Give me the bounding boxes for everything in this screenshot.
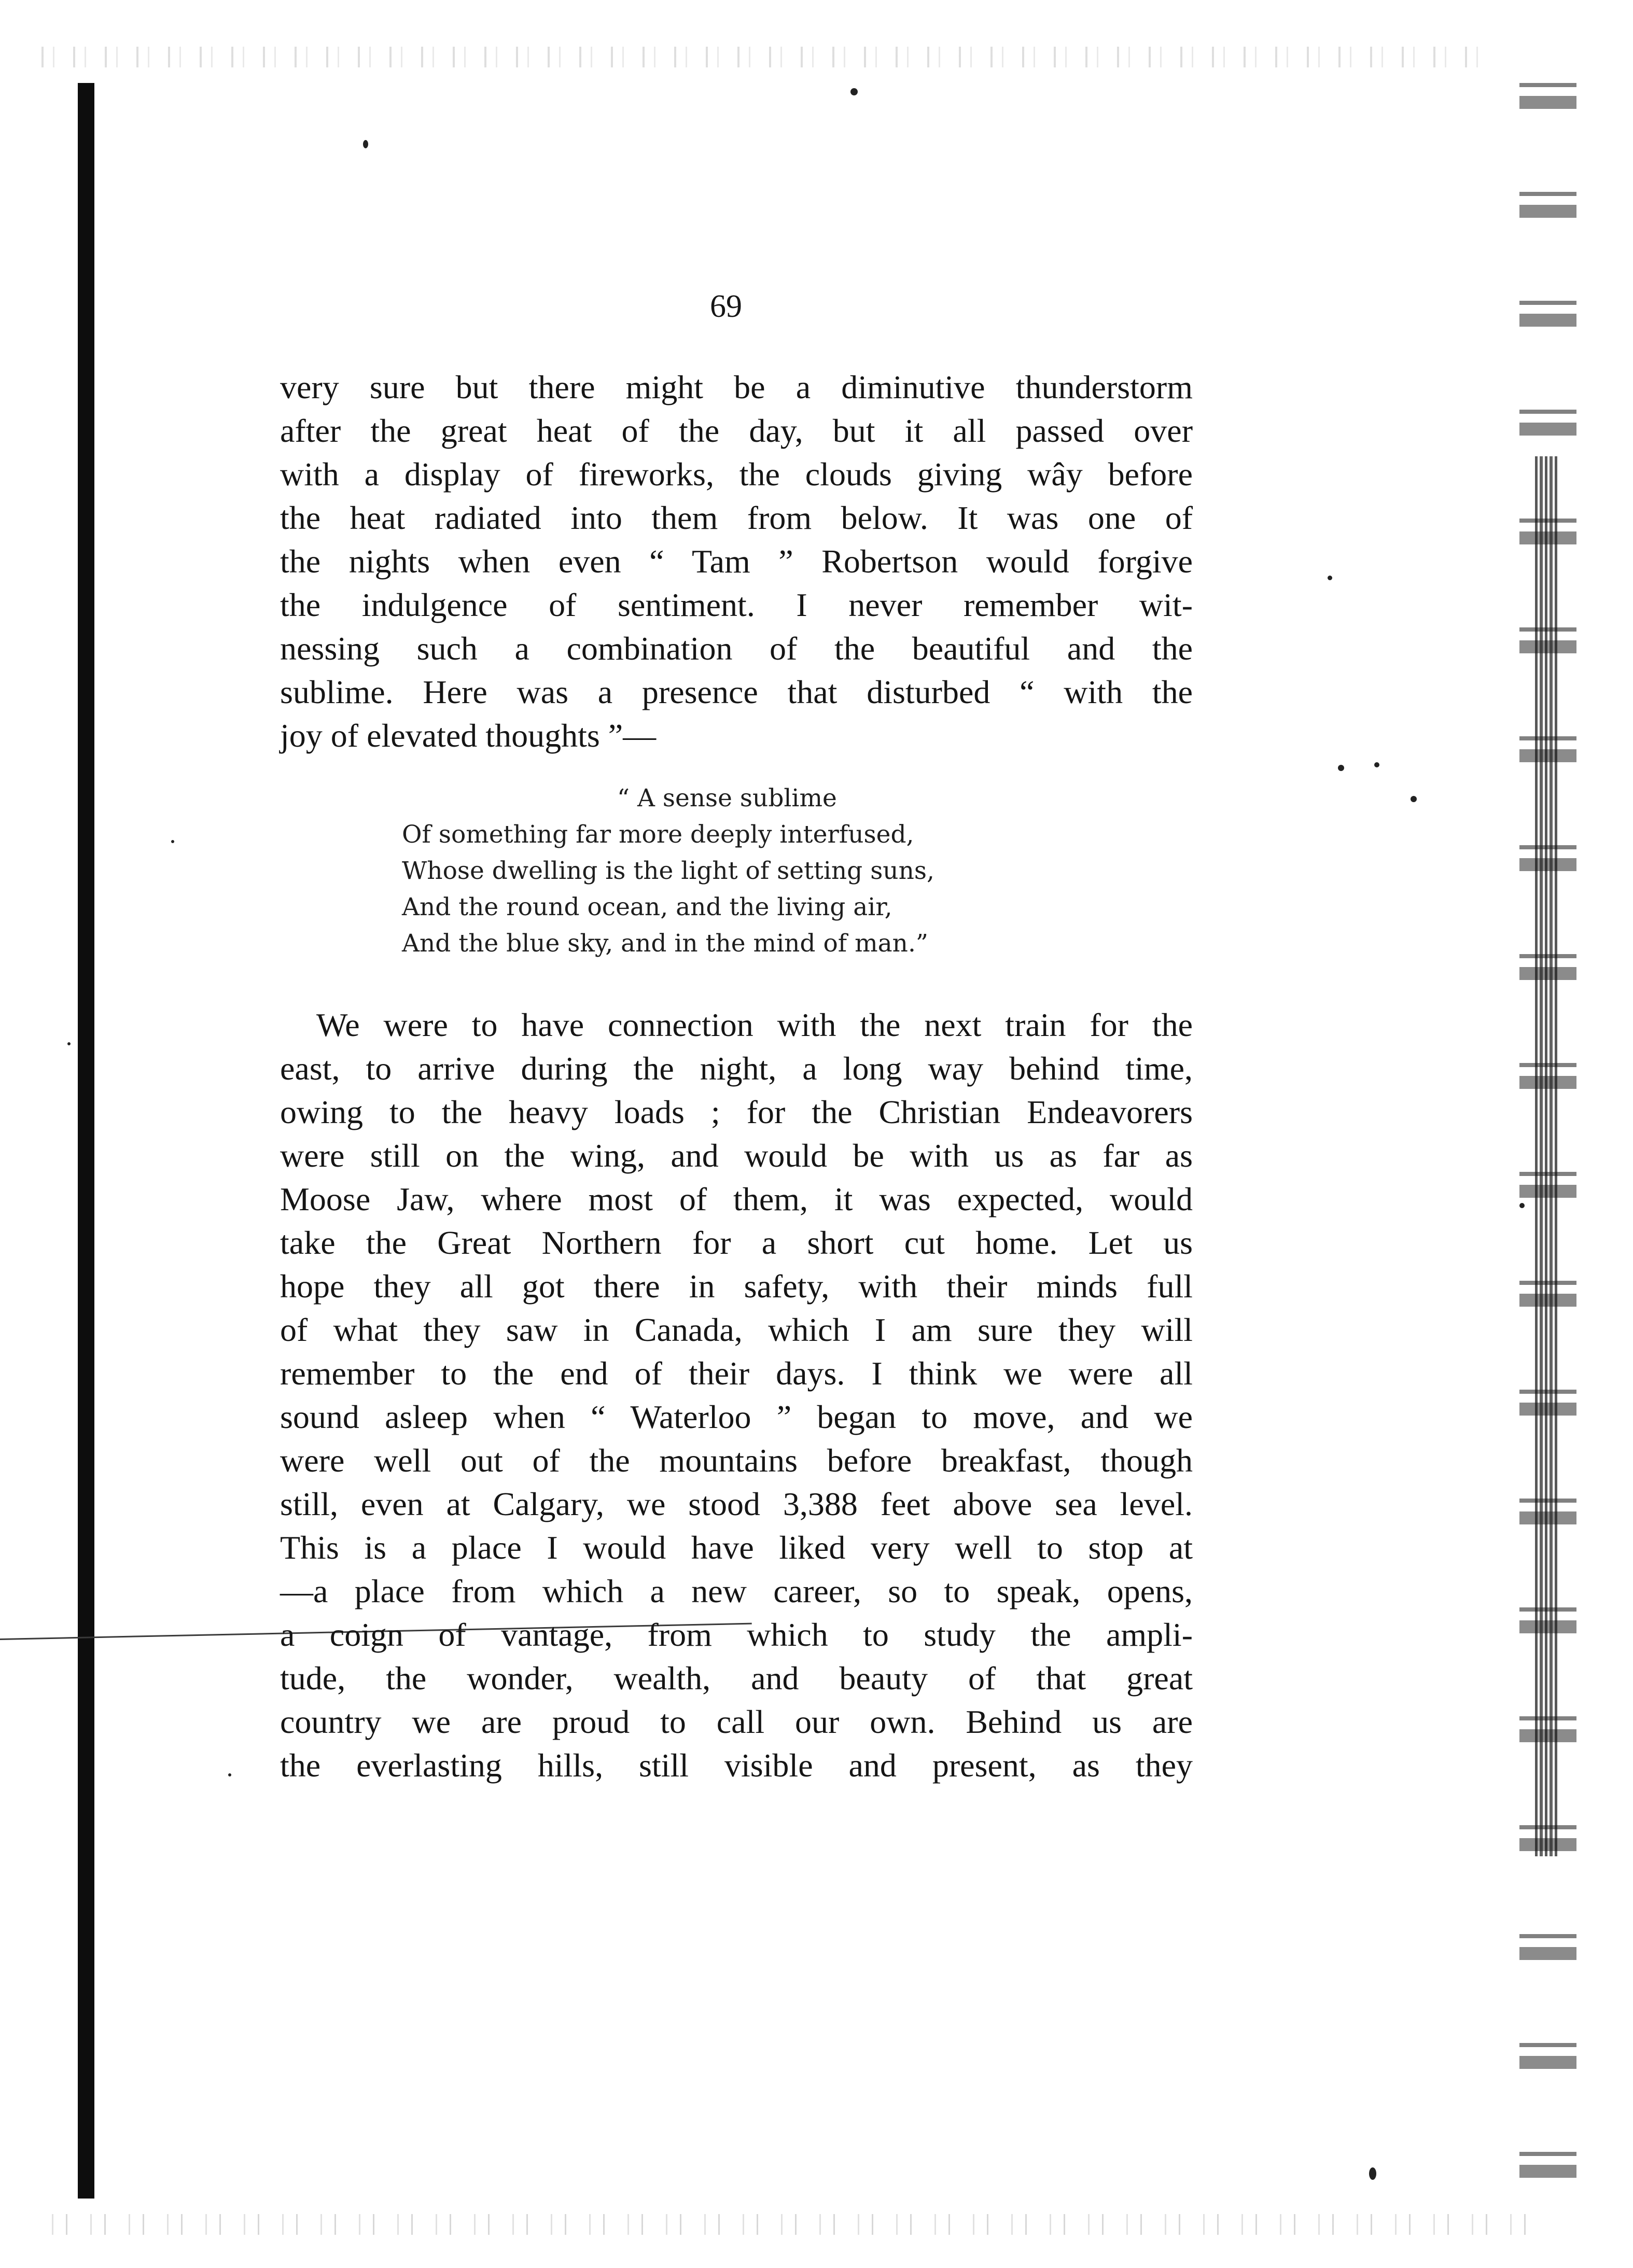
text-line: sound asleep when “ Waterloo ” began to move, and we xyxy=(280,1398,1193,1435)
text-line: the everlasting hills, still visible and present, as they xyxy=(280,1747,1193,1784)
text-line: —a place from which a new career, so to speak, opens, xyxy=(280,1573,1193,1609)
verse-line: “ A sense sublime xyxy=(617,784,837,813)
text-line: after the great heat of the day, but it all passed over xyxy=(280,412,1193,449)
scan-speck xyxy=(850,88,858,95)
page-number: 69 xyxy=(710,289,742,324)
scan-noise-right-strip xyxy=(1535,456,1558,1856)
scan-speck xyxy=(1374,762,1379,767)
binding-shadow-bar xyxy=(78,83,94,2199)
text-line: with a display of fireworks, the clouds giving wây before xyxy=(280,456,1193,493)
scan-speck xyxy=(1338,765,1344,771)
text-line: tude, the wonder, wealth, and beauty of that great xyxy=(280,1660,1193,1697)
scan-speck xyxy=(1411,796,1417,802)
verse-line: Of something far more deeply interfused, xyxy=(402,820,914,849)
text-line: the nights when even “ Tam ” Robertson would forgive xyxy=(280,543,1193,580)
text-line: joy of elevated thoughts ”— xyxy=(280,717,657,754)
verse-line: And the blue sky, and in the mind of man.” xyxy=(402,929,928,958)
text-line: We were to have connection with the next train for the xyxy=(316,1006,1193,1043)
text-line: east, to arrive during the night, a long way behind time, xyxy=(280,1050,1193,1087)
scan-speck xyxy=(363,140,368,148)
text-line: sublime. Here was a presence that disturbed “ with the xyxy=(280,674,1193,710)
text-line: Moose Jaw, where most of them, it was expected, would xyxy=(280,1181,1193,1217)
text-line: This is a place I would have liked very well to stop at xyxy=(280,1529,1193,1566)
text-line: very sure but there might be a diminutive thunderstorm xyxy=(280,369,1193,405)
paragraph-2 xyxy=(280,1003,1193,1787)
text-line: were still on the wing, and would be with us as far as xyxy=(280,1137,1193,1174)
text-line: owing to the heavy loads ; for the Christian Endeavorers xyxy=(280,1094,1193,1130)
scan-speck xyxy=(1328,576,1332,580)
scan-noise-bottom xyxy=(52,2214,1535,2235)
text-line: country we are proud to call our own. Behind us are xyxy=(280,1703,1193,1740)
text-line: nessing such a combination of the beautiful and the xyxy=(280,630,1193,667)
text-line: were well out of the mountains before breakfast, though xyxy=(280,1442,1193,1479)
text-line: of what they saw in Canada, which I am sure they will xyxy=(280,1311,1193,1348)
verse-quotation xyxy=(402,780,934,962)
text-line: a coign of vantage, from which to study the ampli- xyxy=(280,1616,1193,1653)
scan-speck xyxy=(1369,2167,1376,2180)
text-line: take the Great Northern for a short cut home. Let us xyxy=(280,1224,1193,1261)
scan-speck xyxy=(67,1042,71,1045)
scan-speck xyxy=(171,840,174,843)
text-line: remember to the end of their days. I think we were all xyxy=(280,1355,1193,1392)
text-line: the indulgence of sentiment. I never remember wit- xyxy=(280,586,1193,623)
scan-speck xyxy=(1519,1203,1525,1208)
text-line: hope they all got there in safety, with their minds full xyxy=(280,1268,1193,1305)
paragraph-1 xyxy=(280,366,1193,758)
verse-line: And the round ocean, and the living air, xyxy=(402,893,892,921)
scan-noise-top xyxy=(41,47,1494,67)
scan-speck xyxy=(228,1773,231,1776)
verse-line: Whose dwelling is the light of setting suns, xyxy=(402,857,934,885)
text-line: still, even at Calgary, we stood 3,388 feet above sea level. xyxy=(280,1486,1193,1522)
text-line: the heat radiated into them from below. It was one of xyxy=(280,499,1193,536)
